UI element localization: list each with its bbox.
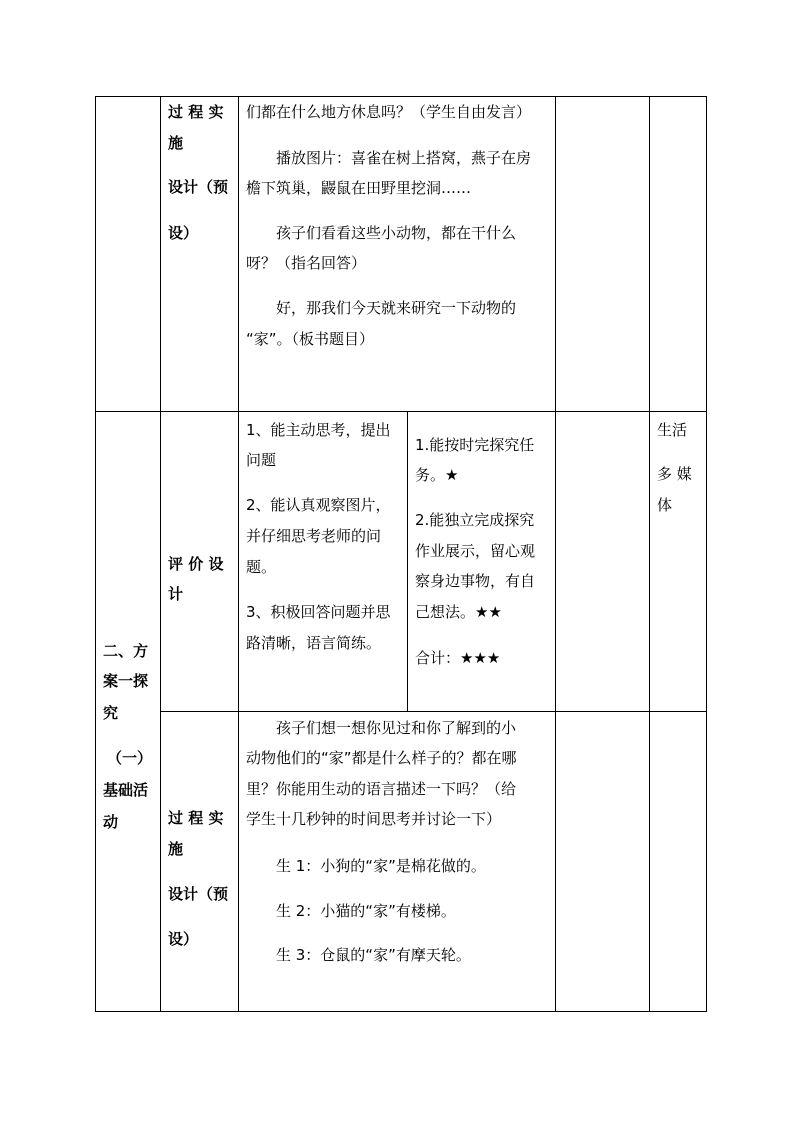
criteria-line: 并仔细思考老师的问	[246, 527, 382, 545]
table-border-top	[95, 96, 707, 97]
criteria-line: 路清晰，语言简练。	[246, 634, 382, 652]
table-border-left	[95, 96, 96, 1012]
section-title-line: 二、方	[103, 642, 149, 660]
media-line: 体	[657, 496, 673, 514]
col-divider-1	[160, 96, 161, 1012]
row1-label-line: 施	[168, 134, 184, 152]
row3-content-line: 生 1：小狗的“家”是棉花做的。	[276, 857, 486, 875]
row1-content-line: 孩子们看看这些小动物，都在干什么	[276, 224, 517, 242]
col-divider-2	[238, 96, 239, 1012]
row2-label-line: 评 价 设	[168, 555, 224, 573]
row1-label-line: 过 程 实	[168, 103, 224, 121]
row1-content-line: 檐下筑巢，鼹鼠在田野里挖洞……	[246, 179, 472, 197]
section-title-line: 案一探	[103, 672, 149, 690]
standards-line: 察身边事物，有自	[415, 572, 536, 590]
row1-content-line: 们都在什么地方休息吗？（学生自由发言）	[246, 103, 532, 121]
section-title-line: 基础活	[103, 781, 149, 799]
standards-line: 2.能独立完成探究	[415, 511, 535, 529]
standards-line: 务。★	[415, 466, 459, 484]
row3-content-line: 孩子们想一想你见过和你了解到的小	[276, 719, 517, 737]
col-divider-4	[649, 96, 650, 1012]
row3-label-line: 设计（预	[168, 885, 229, 903]
criteria-line: 题。	[246, 558, 277, 576]
row-divider-1	[95, 411, 707, 412]
criteria-line: 问题	[246, 451, 277, 469]
row-divider-2	[160, 711, 707, 712]
section-title-line: （一）	[107, 749, 153, 767]
media-line: 多 媒	[657, 465, 692, 483]
row1-label-line: 设）	[168, 224, 199, 242]
table-border-right	[706, 96, 707, 1012]
row3-content-line: 学生十几秒钟的时间思考并讨论一下）	[246, 810, 502, 828]
row2-label-line: 计	[168, 585, 184, 603]
row1-content-line: 好，那我们今天就来研究一下动物的	[276, 299, 517, 317]
standards-total: 合计：★★★	[415, 649, 501, 667]
row3-content-line: 生 3：仓鼠的“家”有摩天轮。	[276, 946, 471, 964]
section-title-line: 动	[103, 813, 119, 831]
row1-content-line: “家”。（板书题目）	[246, 330, 375, 348]
row1-label-line: 设计（预	[168, 178, 229, 196]
standards-line: 己想法。★★	[415, 603, 502, 621]
row3-content-line: 里？你能用生动的语言描述一下吗？（给	[246, 780, 517, 798]
table-border-bottom	[95, 1011, 707, 1012]
criteria-line: 1、能主动思考，提出	[246, 421, 391, 439]
row3-content-line: 动物他们的“家”都是什么样子的？都在哪	[246, 749, 517, 767]
standards-line: 1.能按时完探究任	[415, 436, 535, 454]
row3-label-line: 设）	[168, 930, 199, 948]
standards-line: 作业展示，留心观	[415, 542, 536, 560]
row1-content-line: 播放图片：喜雀在树上搭窝，燕子在房	[276, 149, 532, 167]
row3-content-line: 生 2：小猫的“家”有楼梯。	[276, 902, 456, 920]
col-divider-3	[555, 96, 556, 1012]
row1-content-line: 呀？（指名回答）	[246, 254, 367, 272]
col-divider-criteria	[407, 411, 408, 712]
section-title-line: 究	[103, 704, 119, 722]
criteria-line: 3、积极回答问题并思	[246, 603, 391, 621]
row3-label-line: 过 程 实	[168, 809, 224, 827]
criteria-line: 2、能认真观察图片，	[246, 496, 391, 514]
row3-label-line: 施	[168, 840, 184, 858]
media-line: 生活	[657, 421, 688, 439]
